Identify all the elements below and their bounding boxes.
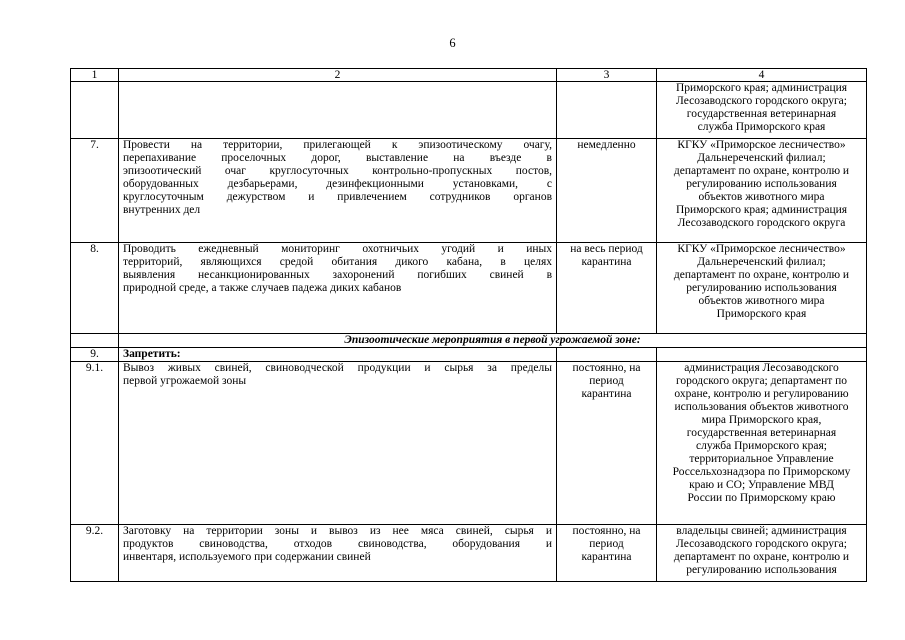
- empty-cell: [71, 334, 119, 348]
- text-line: оборудованных дезбарьерами, дезинфекционными установками, с: [123, 178, 552, 190]
- responsible-line: краю и СО; Управление МВД: [689, 479, 834, 491]
- deadline: [557, 243, 657, 334]
- measure-text: [119, 82, 557, 139]
- column-header: 3: [557, 69, 657, 82]
- responsible: [657, 243, 867, 334]
- responsible: [657, 525, 867, 582]
- responsible-line: городского округа; департамент по: [675, 375, 848, 387]
- row-number: 9.1.: [71, 362, 119, 525]
- responsible-line: КГКУ «Приморское лесничество»: [677, 243, 846, 255]
- deadline-line: немедленно: [577, 139, 636, 151]
- table-row: [71, 525, 867, 582]
- section-row: [71, 334, 867, 348]
- responsible-line: Дальнереченский филиал;: [697, 256, 826, 268]
- deadline-line: постоянно, на: [572, 362, 641, 374]
- deadline-line: карантина: [581, 256, 632, 268]
- measure-text: [119, 139, 557, 243]
- responsible: [657, 139, 867, 243]
- responsible-line: Дальнереченский филиал;: [697, 152, 826, 164]
- responsible-line: Лесозаводского городского округа: [677, 217, 846, 229]
- text-line: природной среде, а также случаев падежа диких кабанов: [123, 282, 402, 294]
- measures-table: [70, 68, 867, 582]
- text-line: выявления несанкционированных захоронений погибших свиней в: [123, 269, 552, 281]
- measure-text: [119, 362, 557, 525]
- row-number: [71, 82, 119, 139]
- table-row: [71, 139, 867, 243]
- responsible-line: Приморского края: [716, 308, 807, 320]
- section-title: Эпизоотические мероприятия в первой угрожаемой зоне:: [119, 334, 867, 348]
- measure-text: [119, 525, 557, 582]
- responsible-line: администрация Лесозаводского: [684, 362, 839, 374]
- responsible-line: объектов животного мира: [698, 295, 825, 307]
- text-line: Провести на территории, прилегающей к эпизоотическому очагу,: [123, 139, 552, 151]
- responsible-line: департамент по охране, контролю и: [673, 551, 850, 563]
- responsible-line: Приморского края; администрация: [675, 82, 848, 94]
- column-header: 2: [119, 69, 557, 82]
- deadline-line: период: [589, 375, 624, 387]
- responsible-line: служба Приморского края: [697, 121, 826, 133]
- responsible: [657, 362, 867, 525]
- responsible-line: государственная ветеринарная: [686, 427, 837, 439]
- responsible: [657, 82, 867, 139]
- row-number: 9.: [71, 348, 119, 362]
- table-row: [71, 82, 867, 139]
- text-line: круглосуточным дежурством и привлечением сотрудников органов: [123, 191, 552, 203]
- deadline-line: карантина: [581, 551, 632, 563]
- deadline: [557, 362, 657, 525]
- text-line: первой угрожаемой зоны: [123, 375, 247, 387]
- row-number: 8.: [71, 243, 119, 334]
- responsible-line: использования объектов животного: [674, 401, 849, 413]
- responsible-line: регулированию использования: [686, 178, 837, 190]
- responsible-line: Россельхознадзора по Приморскому: [672, 466, 851, 478]
- text-line: внутренних дел: [123, 204, 201, 216]
- text-line: инвентаря, используемого при содержании свиней: [123, 551, 371, 563]
- page-number: 6: [449, 36, 456, 50]
- text-line: перепахивание проселочных дорог, выставление на въезде в: [123, 152, 552, 164]
- responsible-line: департамент по охране, контролю и: [673, 269, 850, 281]
- row-number: 9.2.: [71, 525, 119, 582]
- responsible-line: Лесозаводского городского округа;: [676, 95, 847, 107]
- responsible-line: мира Приморского края,: [701, 414, 822, 426]
- measure-text: Запретить:: [119, 348, 557, 362]
- measure-text: [119, 243, 557, 334]
- text-line: территорий, являющихся средой обитания дикого кабана, в целях: [123, 256, 552, 268]
- deadline: [557, 525, 657, 582]
- table-row: [71, 362, 867, 525]
- table-row: [71, 243, 867, 334]
- text-line: Вывоз живых свиней, свиноводческой продукции и сырья за пределы: [123, 362, 552, 374]
- responsible-line: России по Приморскому краю: [687, 492, 836, 504]
- responsible-line: объектов животного мира: [698, 191, 825, 203]
- column-header: 4: [657, 69, 867, 82]
- text-line: продуктов свиноводства, отходов свиноводства, оборудования и: [123, 538, 552, 550]
- responsible-line: регулированию использования: [686, 564, 837, 576]
- responsible-line: КГКУ «Приморское лесничество»: [677, 139, 846, 151]
- row-number: 7.: [71, 139, 119, 243]
- responsible: [657, 348, 867, 362]
- responsible-line: регулированию использования: [686, 282, 837, 294]
- responsible-line: служба Приморского края;: [696, 440, 827, 452]
- deadline-line: период: [589, 538, 624, 550]
- header-row: [71, 69, 867, 82]
- responsible-line: владельцы свиней; администрация: [676, 525, 847, 537]
- text-line: эпизоотический очаг круглосуточных контрольно-пропускных постов,: [123, 165, 552, 177]
- column-header: 1: [71, 69, 119, 82]
- deadline-line: на весь период: [570, 243, 643, 255]
- responsible-line: территориальное Управление: [689, 453, 834, 465]
- responsible-line: государственная ветеринарная: [686, 108, 837, 120]
- responsible-line: Лесозаводского городского округа;: [676, 538, 847, 550]
- responsible-line: Приморского края; администрация: [675, 204, 848, 216]
- text-line: Заготовку на территории зоны и вывоз из нее мяса свиней, сырья и: [123, 525, 552, 537]
- deadline: [557, 348, 657, 362]
- deadline: [557, 82, 657, 139]
- responsible-line: охране, контролю и регулированию: [674, 388, 849, 400]
- deadline-line: постоянно, на: [572, 525, 641, 537]
- text-line: Проводить ежедневный мониторинг охотничьих угодий и иных: [123, 243, 552, 255]
- responsible-line: департамент по охране, контролю и: [673, 165, 850, 177]
- deadline: [557, 139, 657, 243]
- table-row: [71, 348, 867, 362]
- deadline-line: карантина: [581, 388, 632, 400]
